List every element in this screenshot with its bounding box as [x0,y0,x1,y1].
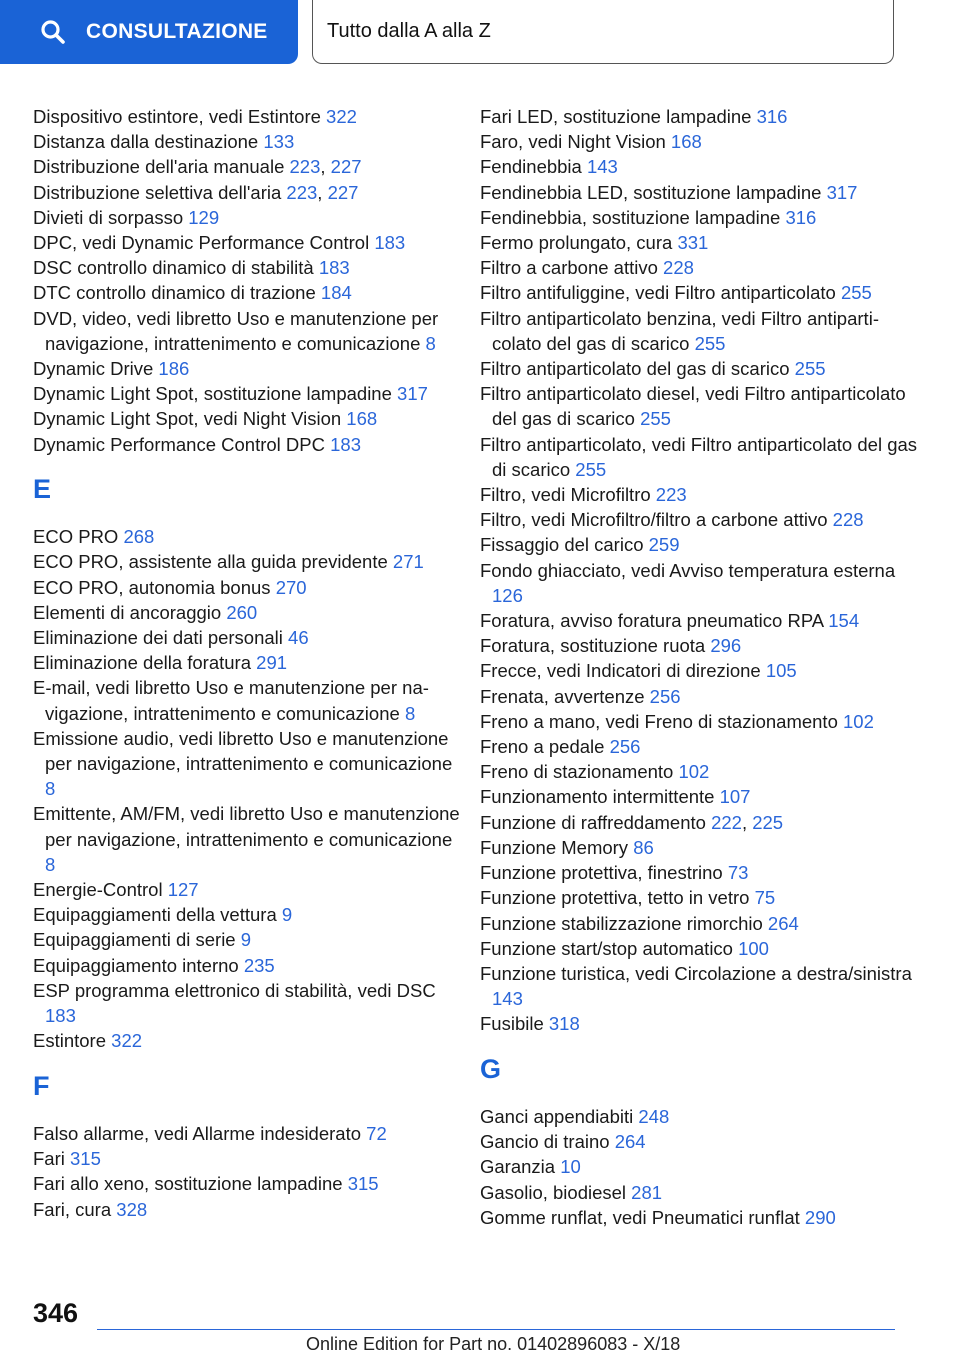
page-link[interactable]: 183 [318,257,350,279]
index-entry-text: Fari LED, sostituzione lampadine [480,106,752,127]
index-entry [480,709,920,734]
index-entry [480,608,920,633]
index-entry-text: Funzione Memory [480,836,629,858]
index-entry-text: Equipaggiamenti di serie [33,929,236,951]
index-entry [480,684,920,709]
index-entry-text: Eliminazione dei dati personali [33,627,283,649]
index-entry-text: Foratura, avviso foratura pneumatico RPA [480,610,824,632]
page-link[interactable]: 235 [243,954,275,976]
index-entry [33,1171,463,1196]
page-link[interactable]: 73 [727,862,749,884]
page-number: 346 [33,1298,79,1328]
page-link[interactable]: 315 [70,1148,101,1170]
index-entry [33,306,463,356]
page-link[interactable]: 270 [275,576,307,598]
index-entry [480,734,920,759]
page-link[interactable]: 316 [785,206,817,228]
index-entry [480,1154,920,1179]
index-entry-text: Dynamic Light Spot, vedi Night Vision [33,408,342,430]
header [0,0,960,66]
page-link[interactable]: 143 [492,988,523,1010]
index-entry [33,255,463,280]
index-entry [480,810,920,835]
page-link[interactable]: 223 [289,156,321,178]
index-letter-heading: F [33,1070,50,1101]
index-entry [33,356,463,381]
index-entry [480,154,920,179]
index-entry [33,205,463,230]
page-link[interactable]: 86 [633,836,654,858]
page-link[interactable]: 223 [655,484,687,506]
index-entry-text: Dispositivo estintore, vedi Estintore [33,106,321,127]
index-entry [33,524,463,549]
index-entry [480,1180,920,1205]
footer-divider [97,1329,895,1330]
index-entry-text: Fari [33,1148,65,1170]
page-link[interactable]: 75 [754,887,776,909]
index-entry [33,154,463,179]
index-entry-text: Filtro antiparticolato benzina, vedi Filtro antiparticolato del gas di scarico [480,307,879,354]
index-entry [33,1121,463,1146]
page-link[interactable]: 46 [288,627,309,649]
index-entry [480,432,920,482]
index-entry-text: Faro, vedi Night Vision [480,131,666,153]
index-entry [33,549,463,574]
page-separator: , [741,811,748,833]
index-entry-text: Distribuzione dell'aria manuale [33,156,285,178]
page-link[interactable]: 168 [670,131,702,153]
page-link[interactable]: 168 [346,408,378,430]
page-link[interactable]: 102 [678,761,710,783]
page-link[interactable]: 296 [710,635,742,657]
page-link[interactable]: 133 [263,131,295,153]
index-entry [480,633,920,658]
index-entry [480,255,920,280]
index-entry [480,1104,920,1129]
page-link[interactable]: 8 [45,778,56,800]
index-entry [33,406,463,431]
page-link[interactable]: 255 [694,332,726,354]
page-link[interactable]: 322 [111,1030,143,1052]
page-link[interactable]: 72 [366,1122,387,1144]
page-link[interactable]: 316 [756,106,788,127]
footer-edition: Online Edition for Part no. 01402896083 - X/18 [306,1334,681,1354]
page-link[interactable]: 9 [281,904,293,926]
consultazione-tab[interactable] [0,0,298,64]
index-letter-heading: G [480,1053,502,1084]
page-link[interactable]: 255 [640,408,671,430]
page-separator: , [320,156,326,178]
index-entry [480,482,920,507]
page-link[interactable]: 228 [832,509,864,531]
index-entry-text: Funzione protettiva, finestrino [480,862,723,884]
index-entry [480,1011,920,1036]
index-entry-text: Fissaggio del carico [480,534,644,556]
page-link[interactable]: 255 [575,458,607,480]
index-entry [480,1129,920,1154]
index-entry-text: Freno di stazionamento [480,761,674,783]
index-entry-text: Funzionamento intermittente [480,786,715,808]
page-link[interactable]: 256 [649,685,681,707]
index-column-left [33,104,463,1222]
index-entry [33,381,463,406]
index-entry-text: Falso allarme, vedi Allarme indesiderato [33,1122,362,1144]
index-entry [480,759,920,784]
page-link[interactable]: 256 [609,736,641,758]
index-entry-text: Elementi di ancoraggio [33,601,222,623]
index-entry [33,230,463,255]
page-link[interactable]: 331 [677,232,709,254]
index-entry-text: Ganci appendiabiti [480,1105,634,1127]
index-entry-text: Fendinebbia LED, sostituzione lampadine [480,181,822,203]
page-link[interactable]: 317 [826,181,858,203]
page-link[interactable]: 225 [752,811,784,833]
index-entry-text: Fusibile [480,1013,544,1035]
consultazione-tab-label: CONSULTAZIONE [86,20,268,43]
index-entry [33,877,463,902]
index-entry-text: Fermo prolungato, cura [480,232,673,254]
index-entry [33,280,463,305]
index-entry-text: Dynamic Performance Control DPC [33,433,325,455]
index-entry [480,180,920,205]
index-entry-text: Filtro antiparticolato diesel, vedi Filtro antiparticolato del gas di scarico [480,383,906,430]
index-entry-text: DPC, vedi Dynamic Performance Control [33,232,370,254]
page-link[interactable]: 107 [719,786,751,808]
index-entry [480,280,920,305]
index-entry [480,129,920,154]
page-link[interactable]: 186 [158,358,190,380]
page-link[interactable]: 255 [794,358,826,380]
page-link[interactable]: 10 [560,1156,581,1178]
index-entry [480,104,920,129]
search-icon [40,19,66,45]
index-entry-text: Freno a pedale [480,736,605,758]
index-entry [480,784,920,809]
index-entry [480,658,920,683]
index-entry-text: Fendinebbia, sostituzione lampadine [480,206,781,228]
section-title: Tutto dalla A alla Z [327,20,491,42]
index-entry-text: Distribuzione selettiva dell'aria [33,181,282,203]
page-link[interactable]: 281 [631,1181,663,1203]
page-link[interactable]: 126 [492,584,523,606]
page-link[interactable]: 222 [711,811,742,833]
index-entry [33,575,463,600]
index-entry [480,936,920,961]
index-entry-text: Emissione audio, vedi libretto Uso e manutenzione per navigazione, intrattenimento e comunicazione [33,727,453,775]
index-entry [480,356,920,381]
index-entry-text: Filtro, vedi Microfiltro [480,484,651,506]
index-entry-text: Filtro antiparticolato, vedi Filtro antiparticolato del gas di scarico [480,433,918,480]
index-entry [33,1197,463,1222]
page-link[interactable]: 183 [330,433,361,455]
page-link[interactable]: 129 [188,206,220,228]
page-link[interactable]: 183 [45,1005,76,1027]
page-link[interactable]: 100 [738,937,769,959]
index-entry [480,1205,920,1230]
page-link[interactable]: 184 [320,282,352,304]
index-entry [33,625,463,650]
index-entry-text: Funzione stabilizzazione rimorchio [480,912,763,934]
index-entry [33,104,463,129]
page-link[interactable]: 228 [663,257,694,279]
index-entry-text: DVD, video, vedi libretto Uso e manutenzione per navigazione, intrattenimento e comunicazione [33,307,439,354]
page-link[interactable]: 317 [397,383,428,405]
index-entry-text: DTC controllo dinamico di trazione [33,282,316,304]
page-link[interactable]: 290 [804,1206,836,1228]
index-entry-text: Filtro, vedi Microfiltro/filtro a carbone attivo [480,509,828,531]
index-entry-text: Funzione start/stop automatico [480,937,733,959]
index-entry-text: Equipaggiamento interno [33,954,239,976]
index-column-right [480,104,920,1230]
index-entry [33,978,463,1028]
index-entry [33,902,463,927]
index-entry-text: ECO PRO [33,526,119,548]
page-link[interactable]: 264 [614,1131,646,1153]
index-entry [480,230,920,255]
page-link[interactable]: 8 [45,853,56,875]
page-link[interactable]: 105 [765,660,797,682]
page-link[interactable]: 248 [638,1105,670,1127]
index-entry [33,726,463,802]
index-entry [33,432,463,457]
index-entry-text: Fondo ghiacciato, vedi Avviso temperatura esterna [480,559,896,581]
page-link[interactable]: 315 [347,1173,379,1195]
page-link[interactable]: 271 [392,551,424,573]
page-link[interactable]: 255 [840,282,872,304]
page-link[interactable]: 227 [330,156,362,178]
page-separator: , [317,181,323,203]
index-entry [480,911,920,936]
page-link[interactable]: 8 [404,702,416,724]
index-entry [33,129,463,154]
index-entry [33,801,463,877]
index-entry-text: Freno a mano, vedi Freno di stazionamento [480,710,838,732]
index-entry-text: Funzione turistica, vedi Circolazione a destra/sinistra [480,962,912,984]
index-entry [480,860,920,885]
index-entry [480,306,920,356]
index-entry-text: Distanza dalla destinazione [33,131,259,153]
page-link[interactable]: 143 [586,156,618,178]
index-entry-text: Gasolio, biodiesel [480,1181,627,1203]
page-link[interactable]: 260 [226,601,258,623]
index-letter-heading: E [33,473,52,504]
index-entry-text: E-mail, vedi libretto Uso e manutenzione per navigazione, intrattenimento e comunicazione [33,677,429,724]
index-entry-text: Fendinebbia [480,156,582,178]
index-entry [480,532,920,557]
index-entry-text: ECO PRO, autonomia bonus [33,576,271,598]
index-entry-text: Fari allo xeno, sostituzione lampadine [33,1173,343,1195]
index-entry-text: ECO PRO, assistente alla guida previdente [33,551,388,573]
index-entry [480,885,920,910]
page-link[interactable]: 9 [240,929,252,951]
index-entry-text: Divieti di sorpasso [33,206,184,228]
index-entry-text: Energie-Control [33,879,163,901]
index-entry-text: ESP programma elettronico di stabilità, vedi DSC [33,979,436,1001]
index-entry-text: Filtro antifuliggine, vedi Filtro antiparticolato [480,282,836,304]
index-entry-text: Frenata, avvertenze [480,685,645,707]
page-link[interactable]: 318 [548,1013,580,1035]
index-entry [480,381,920,431]
index-entry-text: Funzione protettiva, tetto in vetro [480,887,750,909]
page-link[interactable]: 291 [256,652,288,674]
index-entry-text: Equipaggiamenti della vettura [33,904,277,926]
index-entry-text: Dynamic Light Spot, sostituzione lampadine [33,383,392,405]
index-entry [33,927,463,952]
page-link[interactable]: 127 [167,879,199,901]
index-entry-text: Dynamic Drive [33,358,154,380]
page-link[interactable]: 264 [767,912,799,934]
page-link[interactable]: 268 [123,526,155,548]
index-entry [33,1146,463,1171]
page-link[interactable]: 227 [327,181,359,203]
index-entry-text: Gancio di traino [480,1131,610,1153]
index-entry-text: Frecce, vedi Indicatori di direzione [480,660,761,682]
index-entry-text: Foratura, sostituzione ruota [480,635,706,657]
index-entry [480,558,920,608]
index-entry-text: Garanzia [480,1156,556,1178]
page-link[interactable]: 322 [326,106,357,127]
index-entry [480,961,920,1011]
section-title-tab[interactable] [312,0,894,64]
page-link[interactable]: 223 [286,181,318,203]
index-entry [33,1028,463,1053]
index-entry-text: Estintore [33,1030,107,1052]
index-entry-text: Fari, cura [33,1198,112,1220]
index-entry-text: Filtro a carbone attivo [480,257,658,279]
index-entry-text: DSC controllo dinamico di stabilità [33,257,314,279]
index-entry [480,835,920,860]
index-entry [33,953,463,978]
index-entry [33,675,463,725]
index-entry-text: Filtro antiparticolato del gas di scarico [480,358,790,380]
index-entry [33,180,463,205]
index-entry [33,600,463,625]
page-link[interactable]: 8 [425,332,436,354]
index-entry-text: Gomme runflat, vedi Pneumatici runflat [480,1206,800,1228]
index-entry [480,507,920,532]
page-link[interactable]: 259 [648,534,680,556]
index-entry-text: Funzione di raffreddamento [480,811,706,833]
index-entry-text: Eliminazione della foratura [33,652,252,674]
index-entry [33,650,463,675]
page-link[interactable]: 183 [374,232,406,254]
page-link[interactable]: 102 [843,710,874,732]
page-link[interactable]: 328 [116,1198,148,1220]
index-entry-text: Emittente, AM/FM, vedi libretto Uso e manutenzione per navigazione, intrattenimento e comunicazione [33,803,460,850]
page-link[interactable]: 154 [828,610,860,632]
index-entry [480,205,920,230]
